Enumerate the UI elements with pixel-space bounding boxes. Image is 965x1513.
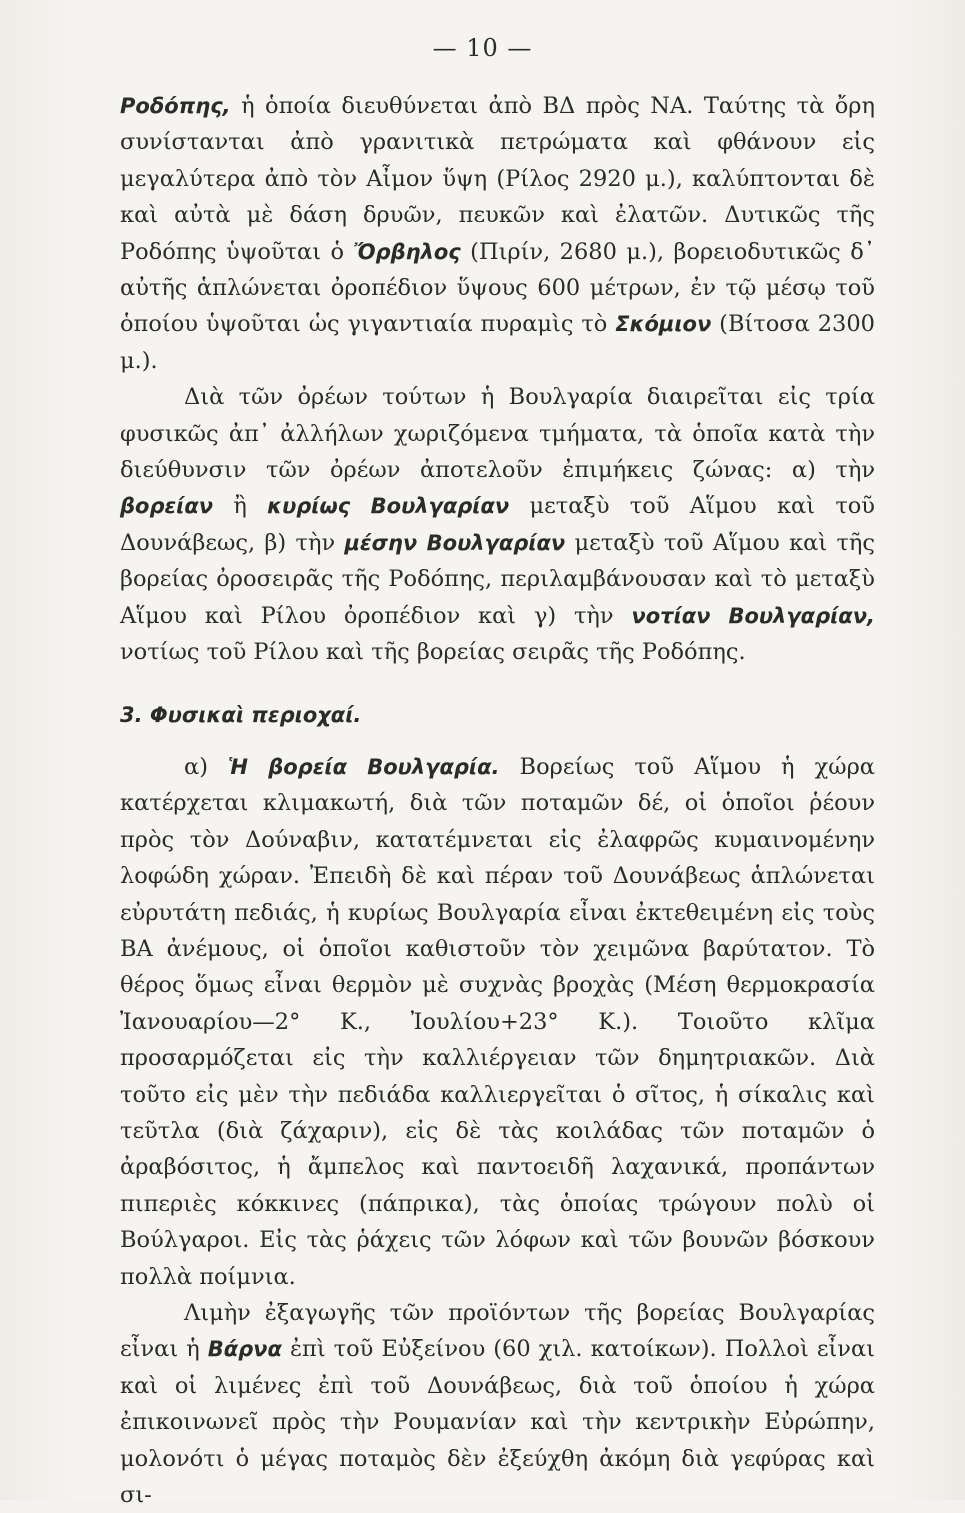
paragraph-divisions: [120, 379, 875, 670]
paragraph-rodopi: [120, 88, 875, 379]
text-run: νοτίως τοῦ Ρίλου καὶ τῆς βορείας σειρᾶς τῆς Ροδόπης.: [120, 639, 746, 666]
term-notian: νοτίαν Βουλγαρίαν,: [631, 603, 876, 628]
text-run: ἐπὶ τοῦ Εὐξείνου (60 χιλ. κατοίκων). Πολλοὶ εἶναι καὶ οἱ λιμένες ἐπὶ τοῦ Δουνάβεως, διὰ τοῦ ὁποίου ἡ χώρα ἐπικοινωνεῖ πρὸς τὴν Ρουμανίαν καὶ τὴν κεντρικὴν Εὐρώπην, μολονότι ὁ μέγας ποταμὸς δὲν ἐξεύχθη ἀκόμη διὰ γεφύρας καὶ σι-: [120, 1336, 875, 1509]
text-run: (Πιρίν, 2680 μ.), βορειοδυτικῶς δ᾽ αὐτῆς ἁπλώνεται ὀροπέδιον ὕψους 600 μέτρων, ἐν τῷ μέσῳ τοῦ ὁποίου ὑψοῦται ὡς γιγαντιαία πυραμὶς τὸ: [120, 238, 875, 338]
text-run: ἢ: [213, 493, 268, 520]
body-text: [120, 88, 875, 1513]
term-orvilos: Ὄρβηλος: [353, 239, 461, 264]
term-mesin: μέσην Βουλγαρίαν: [344, 530, 566, 555]
term-varna: Βάρνα: [207, 1337, 282, 1362]
text-run: Διὰ τῶν ὀρέων τούτων ἡ Βουλγαρία διαιρεῖται εἰς τρία φυσικῶς ἀπ᾽ ἀλλήλων χωριζόμενα τμήματα, τὰ ὁποῖα κατὰ τὴν διεύθυνσιν τῶν ὀρέων ἀποτελοῦν ἐπιμήκεις ζώνας: α) τὴν: [120, 384, 875, 484]
section-heading: 3. Φυσικαὶ περιοχαί.: [120, 702, 362, 727]
term-skomion: Σκόμιον: [615, 312, 712, 337]
paragraph-north-bulgaria: [120, 749, 875, 1295]
paragraph-ports: [120, 1295, 875, 1513]
text-run: μεταξὺ τοῦ Αἵμου καὶ τῆς βορείας ὀροσειρᾶς τῆς Ροδόπης, περιλαμβάνουσαν καὶ τὸ μεταξὺ Αἵμου καὶ Ρίλου ὀροπέδιον καὶ γ) τὴν: [120, 529, 875, 629]
text-run: α): [184, 753, 229, 780]
page-number: — 10 —: [432, 34, 533, 62]
term-rodopis: Ροδόπης,: [120, 94, 231, 118]
term-kyrios: κυρίως Βουλγαρίαν: [267, 494, 510, 519]
text-run: Λιμὴν ἐξαγωγῆς τῶν προϊόντων τῆς βορείας Βουλγαρίας εἶναι ἡ: [120, 1300, 875, 1363]
text-run: Βορείως τοῦ Αἵμου ἡ χώρα κατέρχεται κλιμακωτή, διὰ τῶν ποταμῶν δέ, οἱ ὁποῖοι ῥέουν πρὸς τὸν Δούναβιν, κατατέμνεται εἰς ἐλαφρῶς κυμαινομένην λοφώδη χώραν. Ἐπειδὴ δὲ καὶ πέραν τοῦ Δουνάβεως ἁπλώνεται εὐρυτάτη πεδιάς, ἡ κυρίως Βουλγαρία εἶναι ἐκτεθειμένη εἰς τοὺς ΒΑ ἀνέμους, οἱ ὁποῖοι καθιστοῦν τὸν χειμῶνα βαρύτατον. Τὸ θέρος ὅμως εἶναι θερμὸν μὲ συχνὰς βροχὰς (Μέση θερμοκρασία Ἰανουαρίου—2° Κ., Ἰουλίου+23° Κ.). Τοιοῦτο κλῖμα προσαρμόζεται εἰς τὴν καλλιέργειαν τῶν δημητριακῶν. Διὰ τοῦτο εἰς μὲν τὴν πεδιάδα καλλιεργεῖται ὁ σῖτος, ἡ σίκαλις καὶ τεῦτλα (διὰ ζάχαριν), εἰς δὲ τὰς κοιλάδας τῶν ποταμῶν ὁ ἀραβόσιτος, ἡ ἄμπελος καὶ παντοειδῆ λαχανικά, προπάντων πιπεριὲς κόκκινες (πάπρικα), τὰς ὁποίας τρώγουν πολὺ οἱ Βούλγαροι. Εἰς τὰς ῥάχεις τῶν λόφων καὶ τῶν βουνῶν βόσκουν πολλὰ ποίμνια.: [120, 753, 875, 1290]
subsection-title: Ἡ βορεία Βουλγαρία.: [228, 754, 500, 779]
text-run: ἡ ὁποία διευθύνεται ἀπὸ ΒΔ πρὸς ΝΑ. Ταύτης τὰ ὄρη συνίστανται ἀπὸ γρανιτικὰ πετρώματα καὶ φθάνουν εἰς μεγαλύτερα ἀπὸ τὸν Αἶμον ὕψη (Ρίλος 2920 μ.), καλύπτονται δὲ καὶ αὐτὰ μὲ δάση δρυῶν, πευκῶν καὶ ἐλατῶν. Δυτικῶς τῆς Ροδόπης ὑψοῦται ὁ: [120, 93, 875, 265]
term-voreian: βορείαν: [120, 494, 214, 519]
text-run: (Βίτοσα 2300 μ.).: [120, 311, 875, 374]
text-run: μεταξὺ τοῦ Αἵμου καὶ τοῦ Δουνάβεως, β) τὴν: [120, 493, 875, 556]
